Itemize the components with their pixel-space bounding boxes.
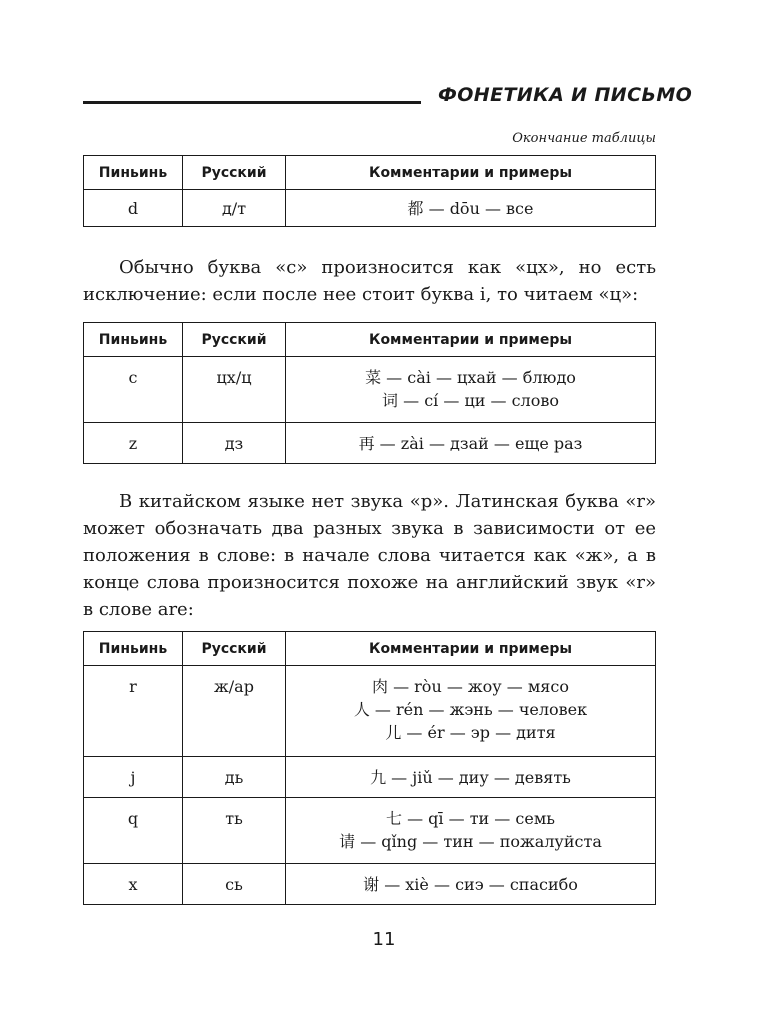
table-row <box>84 357 656 423</box>
examples-cell <box>286 757 656 798</box>
examples-cell <box>286 864 656 905</box>
example-line: 肉 — ròu — жоу — мясо <box>371 677 569 696</box>
russian-cell: ть <box>183 798 286 864</box>
examples-cell <box>286 190 656 227</box>
table-header-row <box>84 323 656 357</box>
paragraph-text: В китайском языке нет звука «р». Латинская буква «r» может обозначать два разных звука в зависимости от ее положения в слове: в начале слова читается как «ж», а в конце слова произносится похоже на английский звук «r» в слове are: <box>83 491 656 620</box>
example-line: 九 — jiǔ — диу — девять <box>370 767 571 787</box>
pinyin-cell: q <box>84 798 183 864</box>
table-continuation-note: Окончание таблицы <box>512 131 656 146</box>
column-header-comments: Комментарии и примеры <box>286 632 656 666</box>
russian-cell: ж/ар <box>183 666 286 757</box>
table-row <box>84 190 656 227</box>
column-header-russian: Русский <box>183 323 286 357</box>
table-row <box>84 798 656 864</box>
example-line: 儿 — ér — эр — дитя <box>385 723 556 742</box>
russian-cell: д/т <box>183 190 286 227</box>
examples-cell <box>286 423 656 464</box>
example-line: 谢 — xiè — сиэ — спасибо <box>363 874 578 894</box>
phonetics-table-c-z <box>83 322 656 464</box>
table-row <box>84 666 656 757</box>
paragraph-text: Обычно буква «c» произносится как «цх», но есть исключение: если после нее стоит буква i, то читаем «ц»: <box>83 257 656 305</box>
page-number: 11 <box>372 929 396 950</box>
example-line: 人 — rén — жэнь — человек <box>353 700 588 719</box>
pinyin-cell: z <box>84 423 183 464</box>
pinyin-cell: r <box>84 666 183 757</box>
example-line: 都 — dōu — все <box>407 198 534 218</box>
phonetics-table-r-j-q-x <box>83 631 656 905</box>
example-line: 再 — zài — дзай — еще раз <box>358 433 583 453</box>
pinyin-cell: c <box>84 357 183 423</box>
example-line: 菜 — cài — цхай — блюдо <box>365 368 576 387</box>
paragraph-c-letter <box>83 254 656 308</box>
russian-cell: дь <box>183 757 286 798</box>
column-header-pinyin: Пиньинь <box>84 323 183 357</box>
table-row <box>84 423 656 464</box>
example-line: 七 — qī — ти — семь <box>386 809 555 828</box>
russian-cell: сь <box>183 864 286 905</box>
table-row <box>84 864 656 905</box>
table-row <box>84 757 656 798</box>
column-header-comments: Комментарии и примеры <box>286 156 656 190</box>
column-header-russian: Русский <box>183 156 286 190</box>
examples-cell <box>286 666 656 757</box>
header-rule <box>83 101 421 104</box>
example-line: 词 — cí — ци — слово <box>382 391 559 410</box>
examples-cell <box>286 798 656 864</box>
pinyin-cell: j <box>84 757 183 798</box>
chapter-title: ФОНЕТИКА И ПИСЬМО <box>438 84 693 106</box>
example-line: 请 — qǐng — тин — пожалуйста <box>339 832 602 851</box>
phonetics-table-d <box>83 155 656 227</box>
paragraph-r-letter <box>83 488 656 623</box>
examples-cell <box>286 357 656 423</box>
pinyin-cell: d <box>84 190 183 227</box>
russian-cell: дз <box>183 423 286 464</box>
column-header-pinyin: Пиньинь <box>84 156 183 190</box>
russian-cell: цх/ц <box>183 357 286 423</box>
column-header-pinyin: Пиньинь <box>84 632 183 666</box>
column-header-russian: Русский <box>183 632 286 666</box>
table-header-row <box>84 632 656 666</box>
pinyin-cell: x <box>84 864 183 905</box>
table-header-row <box>84 156 656 190</box>
column-header-comments: Комментарии и примеры <box>286 323 656 357</box>
